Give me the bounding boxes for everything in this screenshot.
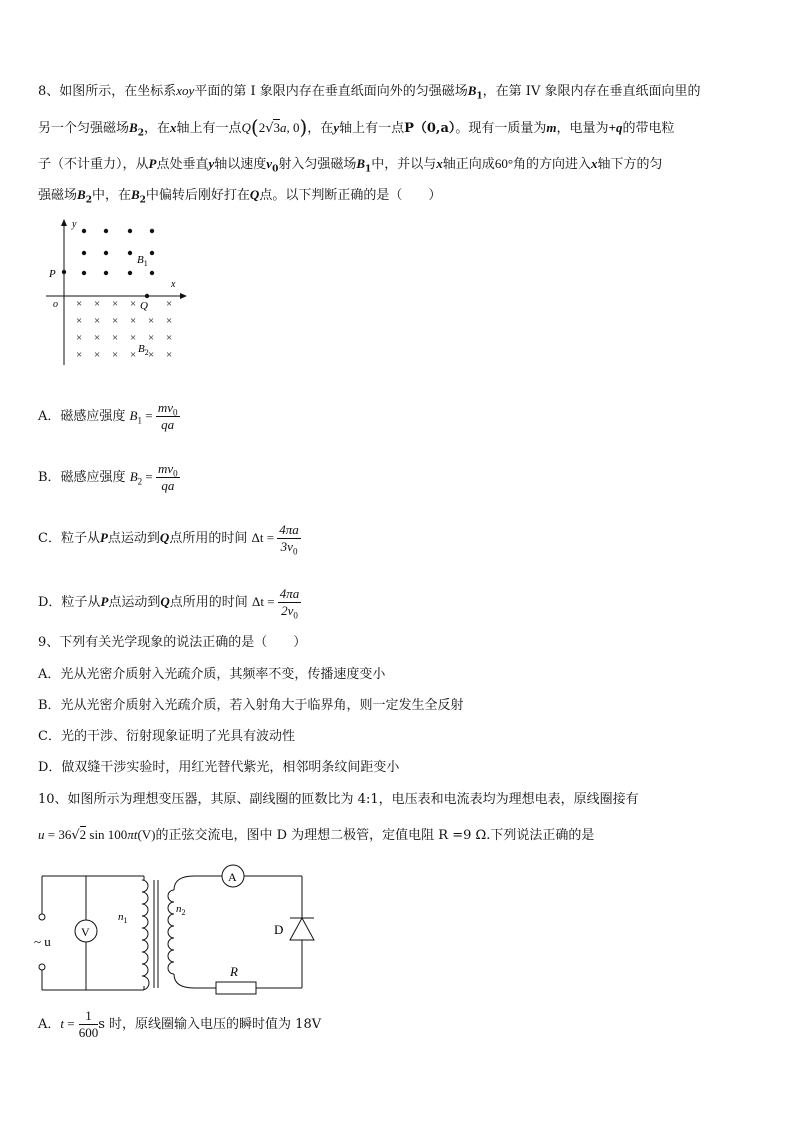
- q10-stem-line-1: 10、如图所示为理想变压器，其原、副线圈的匝数比为 4:1，电压表和电流表均为理想电表，原线圈接有: [38, 792, 639, 807]
- field-cross: ×: [130, 332, 137, 344]
- point-p-dot: [62, 270, 66, 274]
- ammeter-label: A: [228, 870, 237, 884]
- diode-triangle: [290, 918, 314, 940]
- q8-stem-line-1: 8、如图所示，在坐标系xoy平面的第 I 象限内存在垂直纸面向外的匀强磁场$B_1$，在第 IV 象限内存在垂直纸面向里的: [38, 83, 701, 102]
- b2-label: $B_2$: [138, 343, 149, 357]
- field-cross: ×: [148, 315, 155, 327]
- resistor: [216, 982, 256, 994]
- field-cross: ×: [76, 298, 83, 310]
- q8-option-d: D．粒子从P点运动到Q点所用的时间 Δt = $\frac{4\pi a}{2v_0}$: [38, 586, 300, 621]
- field-cross: ×: [94, 349, 101, 361]
- field-cross: ×: [76, 349, 83, 361]
- q8-stem-line-2: 另一个匀强磁场$B_2$，在x轴上有一点Q(2√3a, 0)，在y轴上有一点P（0,a）。现有一质量为m，电量为+q的带电粒: [38, 115, 675, 139]
- field-dot: [128, 271, 132, 275]
- field-cross: ×: [76, 332, 83, 344]
- point-q-label: Q: [140, 300, 148, 312]
- field-dot: [82, 229, 86, 233]
- source-label: ~ u: [34, 934, 51, 949]
- y-axis-label: y: [72, 219, 77, 230]
- terminal-bottom: [39, 964, 45, 970]
- resistor-label: R: [230, 964, 238, 979]
- q8-stem-line-3: 子（不计重力），从P点处垂直y轴以速度$v_0$射入匀强磁场$B_1$中，并以与x轴正向成60°角的方向进入x轴下方的匀: [38, 156, 663, 175]
- field-cross: ×: [94, 298, 101, 310]
- origin-label: o: [53, 299, 58, 310]
- field-cross: ×: [130, 349, 137, 361]
- voltmeter-label: V: [81, 925, 90, 939]
- q9-option-a: A．光从光密介质射入光疏介质，其频率不变，传播速度变小: [38, 667, 386, 682]
- b1-label: $B_1$: [137, 254, 148, 268]
- q9-option-d: D．做双缝干涉实验时，用红光替代紫光，相邻明条纹间距变小: [38, 760, 400, 775]
- terminal-top: [39, 914, 45, 920]
- q8-stem-line-4: 强磁场$B_2$中，在$B_2$中偏转后刚好打在Q点。以下判断正确的是（ ）: [38, 187, 442, 206]
- field-dot: [128, 229, 132, 233]
- field-cross: ×: [166, 315, 173, 327]
- b1-field-dots: [82, 229, 154, 275]
- field-cross: ×: [130, 298, 137, 310]
- diode-label: D: [274, 922, 284, 937]
- field-cross: ×: [112, 315, 119, 327]
- point-p-label: P: [49, 268, 56, 280]
- field-cross: ×: [130, 315, 137, 327]
- q8-option-c: C．粒子从P点运动到Q点所用的时间 Δt = $\frac{4\pi a}{3v_0}$: [38, 522, 299, 557]
- field-cross: ×: [112, 298, 119, 310]
- q9-stem: 9、下列有关光学现象的说法正确的是（ ）: [38, 635, 307, 650]
- field-cross: ×: [166, 332, 173, 344]
- field-dot: [150, 271, 154, 275]
- q10-transformer-circuit: [34, 860, 334, 1000]
- field-dot: [104, 251, 108, 255]
- field-dot: [128, 251, 132, 255]
- q9-option-b: B．光从光密介质射入光疏介质，若入射角大于临界角，则一定发生全反射: [38, 698, 464, 713]
- q10-stem-line-2: u = 36√2 sin 100πt(V)的正弦交流电，图中 D 为理想二极管，定值电阻 R =9 Ω.下列说法正确的是: [38, 827, 595, 843]
- field-cross: ×: [166, 298, 173, 310]
- field-cross: ×: [166, 349, 173, 361]
- x-axis-label: x: [171, 279, 176, 290]
- b2-field-crosses: [76, 298, 172, 361]
- n1-label: $n_1$: [118, 911, 128, 925]
- field-cross: ×: [94, 315, 101, 327]
- q9-option-c: C．光的干涉、衍射现象证明了光具有波动性: [38, 729, 295, 744]
- field-dot: [104, 271, 108, 275]
- field-dot: [150, 229, 154, 233]
- point-q-dot: [145, 294, 149, 298]
- field-cross: ×: [148, 349, 155, 361]
- field-dot: [82, 251, 86, 255]
- field-cross: ×: [94, 332, 101, 344]
- field-dot: [150, 251, 154, 255]
- q8-option-b: B．磁感应强度 $B_2$ = $\frac{mv_0}{qa}$: [38, 461, 178, 493]
- q10-option-a: A．t = $\frac{1}{600}$ s 时，原线圈输入电压的瞬时值为 18V: [38, 1008, 322, 1040]
- field-cross: ×: [76, 315, 83, 327]
- field-cross: ×: [112, 349, 119, 361]
- field-cross: ×: [148, 332, 155, 344]
- q8-magnetic-field-diagram: [40, 215, 200, 370]
- field-cross: ×: [112, 332, 119, 344]
- q8-option-a: A．磁感应强度 $B_1$ = $\frac{mv_0}{qa}$: [38, 400, 178, 432]
- field-dot: [104, 229, 108, 233]
- field-dot: [82, 271, 86, 275]
- n2-label: $n_2$: [176, 903, 186, 917]
